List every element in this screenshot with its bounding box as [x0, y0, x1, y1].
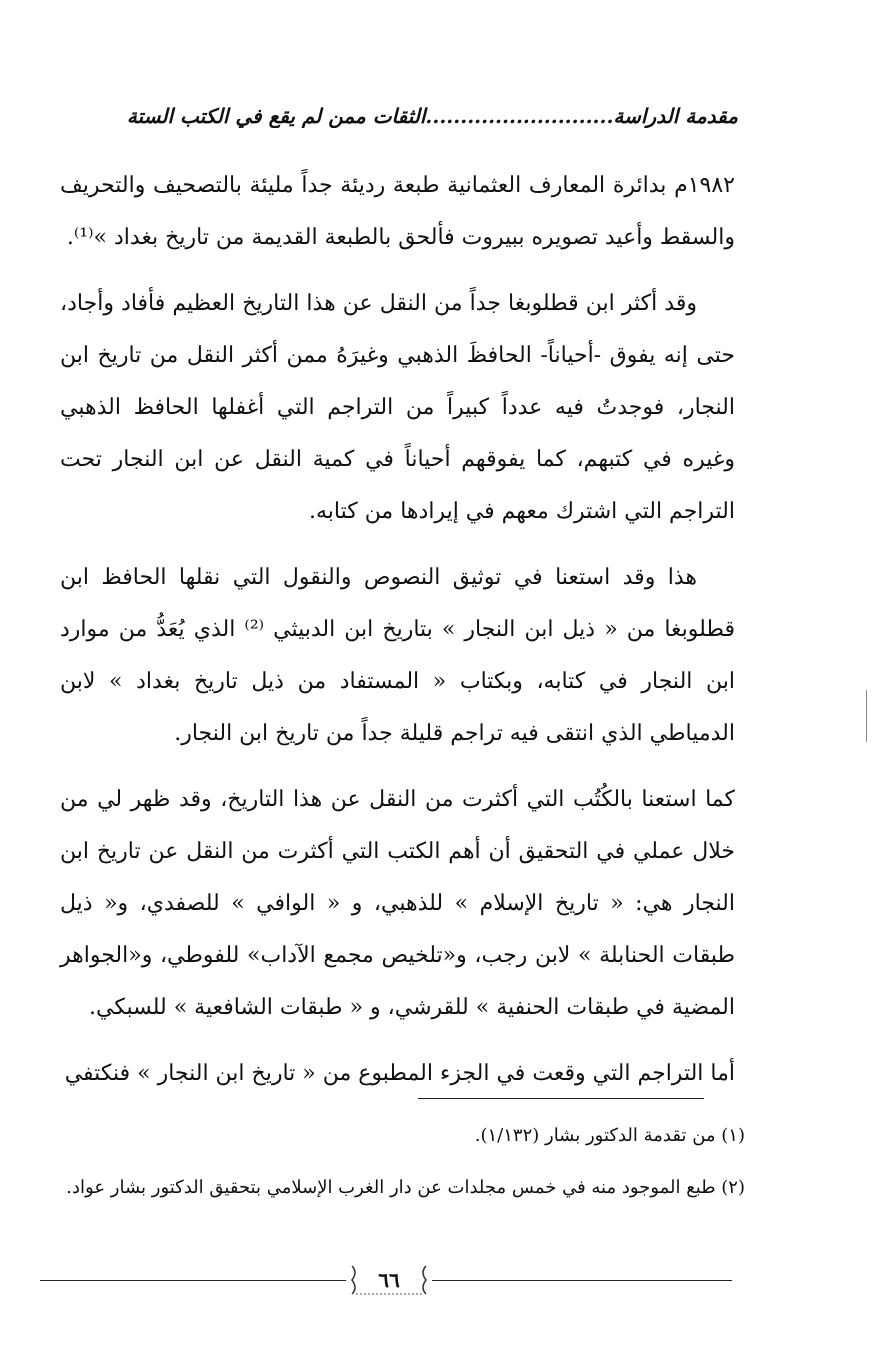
main-text	[60, 160, 735, 1114]
page-number: ٦٦	[378, 1268, 400, 1292]
running-header	[78, 104, 738, 128]
footer-rule-right	[432, 1280, 732, 1281]
page-number-frame	[346, 1262, 432, 1298]
margin-mark	[866, 690, 867, 742]
footnotes	[62, 1110, 745, 1214]
header-separator: ...........................	[425, 104, 614, 128]
paragraph: هذا وقد استعنا في توثيق النصوص والنقول التي نقلها الحافظ ابن قطلوبغا من « ذيل ابن النجار » بتاريخ ابن الدبيثي ⁽²⁾ الذي يُعَدُّ من موارد ابن النجار في كتابه، وبكتاب « المستفاد من ذيل تاريخ بغداد » لابن الدمياطي الذي انتقى فيه تراجم قليلة جداً من تاريخ ابن النجار.	[60, 565, 735, 746]
footer-rule-left	[40, 1280, 346, 1281]
paragraph: ١٩٨٢م بدائرة المعارف العثمانية طبعة رديئة جداً مليئة بالتصحيف والتحريف والسقط وأعيد تصويره ببيروت فألحق بالطبعة القديمة من تاريخ بغداد »⁽¹⁾.	[60, 173, 735, 250]
footnote-separator	[418, 1098, 704, 1099]
paragraph: كما استعنا بالكُتُب التي أكثرت من النقل عن هذا التاريخ، وقد ظهر لي من خلال عملي في التحقيق أن أهم الكتب التي أكثرت من النقل عن تاريخ ابن النجار هي: « تاريخ الإسلام » للذهبي، و « الوافي » للصفدي، و« ذيل طبقات الحنابلة » لابن رجب، و«تلخيص مجمع الآداب» للفوطي، و«الجواهر المضية في طبقات الحنفية » للقرشي، و « طبقات الشافعية » للسبكي.	[60, 787, 735, 1020]
paragraph: وقد أكثر ابن قطلوبغا جداً من النقل عن هذا التاريخ العظيم فأفاد وأجاد، حتى إنه يفوق -أحياناً- الحافظَ الذهبي وغيرَهُ ممن أكثر النقل من تاريخ ابن النجار، فوجدتُ فيه عدداً كبيراً من التراجم التي أغفلها الحافظ الذهبي وغيره في كتبهم، كما يفوقهم أحياناً في كمية النقل عن ابن النجار تحت التراجم التي اشترك معهم في إيرادها من كتابه.	[60, 291, 735, 524]
paragraph: أما التراجم التي وقعت في الجزء المطبوع من « تاريخ ابن النجار » فنكتفي	[64, 1061, 735, 1086]
header-chapter-title: الثقات ممن لم يقع في الكتب الستة	[126, 104, 426, 128]
header-section-title: مقدمة الدراسة	[613, 104, 738, 128]
footnote: (١) من تقدمة الدكتور بشار (١/١٣٢).	[474, 1125, 745, 1146]
footnote: (٢) طبع الموجود منه في خمس مجلدات عن دار الغرب الإسلامي بتحقيق الدكتور بشار عواد.	[66, 1177, 745, 1198]
